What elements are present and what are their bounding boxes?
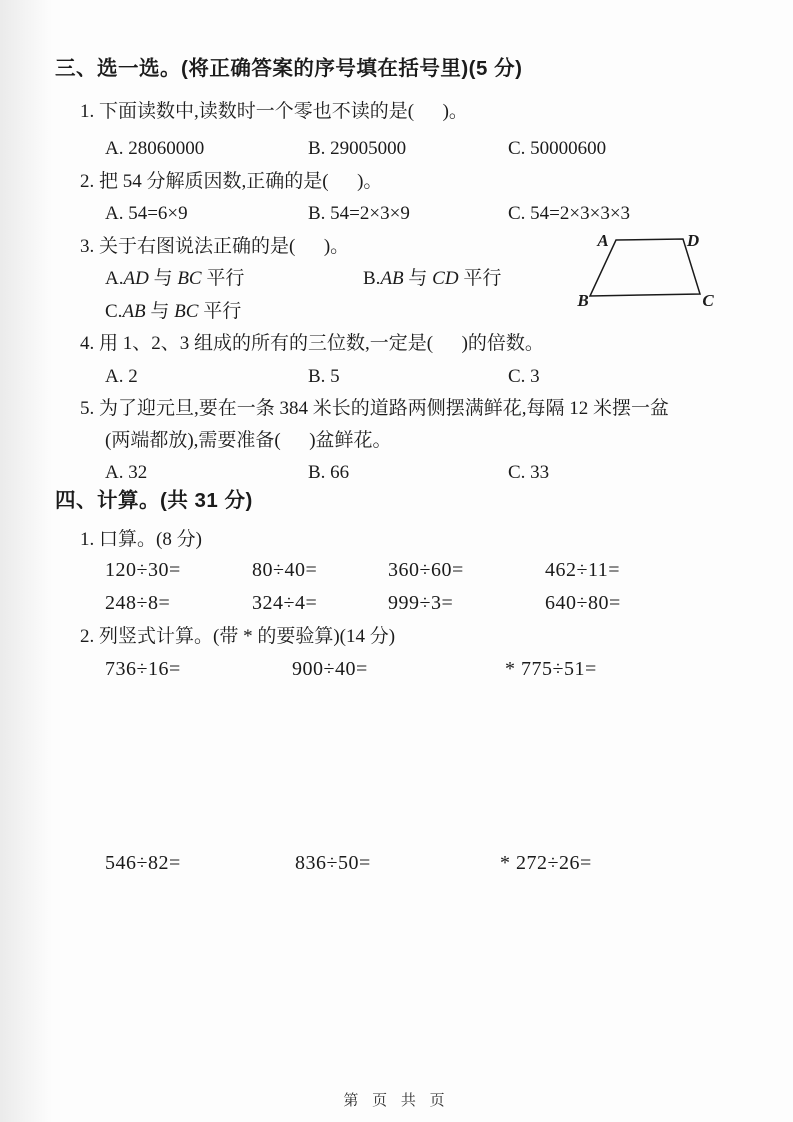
oral-calc-label: 1. 口算。(8 分) xyxy=(80,529,202,550)
section-4-title: 四、计算。(共 31 分) xyxy=(55,489,253,512)
oral-expr-1: 120÷30= xyxy=(105,559,181,581)
vertical-calc-label: 2. 列竖式计算。(带 * 的要验算)(14 分) xyxy=(80,626,396,647)
q1-text: 1. 下面读数中,读数时一个零也不读的是( )。 xyxy=(80,101,468,122)
q5-text-line1: 5. 为了迎元旦,要在一条 384 米长的道路两侧摆满鲜花,每隔 12 米摆一盆 xyxy=(80,398,670,419)
q3-b-term1: AB xyxy=(380,268,404,289)
vertical-calc-row2 xyxy=(105,851,745,876)
q4-text: 4. 用 1、2、3 组成的所有的三位数,一定是( )的倍数。 xyxy=(80,333,544,354)
vertical-calc-row1 xyxy=(105,657,745,682)
vertex-label-c: C xyxy=(702,291,714,310)
vertex-label-a: A xyxy=(597,231,609,250)
q1-option-a: A. 28060000 xyxy=(105,138,205,159)
q2-option-a: A. 54=6×9 xyxy=(105,203,188,224)
q3-text: 3. 关于右图说法正确的是( )。 xyxy=(80,236,350,257)
vertex-label-d: D xyxy=(686,231,700,250)
q1-options xyxy=(105,136,745,161)
oral-expr-3: 360÷60= xyxy=(388,559,464,581)
vertical-expr-5: 836÷50= xyxy=(295,852,371,874)
oral-calc-row2 xyxy=(105,591,765,616)
q2-option-c: C. 54=2×3×3×3 xyxy=(508,203,631,224)
q3-a-term1: AD xyxy=(123,268,149,289)
q3-c-term2: BC xyxy=(174,301,199,322)
oral-expr-8: 640÷80= xyxy=(545,592,621,614)
q3-option-b: B.AB 与 CD 平行 xyxy=(363,268,502,289)
q3-options-row xyxy=(105,266,565,291)
vertex-label-b: B xyxy=(577,291,589,310)
vertical-expr-6: * 272÷26= xyxy=(500,852,592,874)
q1-option-b: B. 29005000 xyxy=(308,138,407,159)
oral-calc-row1 xyxy=(105,558,765,583)
q5-options xyxy=(105,460,745,485)
oral-expr-7: 999÷3= xyxy=(388,592,454,614)
q4-option-c: C. 3 xyxy=(508,366,540,387)
q4-options xyxy=(105,364,745,389)
vertical-expr-3: * 775÷51= xyxy=(505,658,597,680)
q2-text: 2. 把 54 分解质因数,正确的是( )。 xyxy=(80,171,383,192)
q4-option-b: B. 5 xyxy=(308,366,340,387)
q2-option-b: B. 54=2×3×9 xyxy=(308,203,410,224)
q4-option-a: A. 2 xyxy=(105,366,138,387)
q5-text-line2: (两端都放),需要准备( )盆鲜花。 xyxy=(105,430,392,451)
q2-options xyxy=(105,201,765,226)
q5-option-a: A. 32 xyxy=(105,462,148,483)
oral-expr-4: 462÷11= xyxy=(545,559,621,581)
vertical-expr-1: 736÷16= xyxy=(105,658,181,680)
q3-a-term2: BC xyxy=(177,268,202,289)
oral-expr-5: 248÷8= xyxy=(105,592,171,614)
vertical-expr-2: 900÷40= xyxy=(292,658,368,680)
vertical-expr-4: 546÷82= xyxy=(105,852,181,874)
q1-option-c: C. 50000600 xyxy=(508,138,607,159)
section-3-title: 三、选一选。(将正确答案的序号填在括号里)(5 分) xyxy=(55,57,523,80)
q3-option-c: C.AB 与 BC 平行 xyxy=(105,301,242,322)
page-footer: 第 页 共 页 xyxy=(343,1093,450,1109)
q5-option-b: B. 66 xyxy=(308,462,350,483)
q3-option-a: A.AD 与 BC 平行 xyxy=(105,268,245,289)
trapezoid-figure xyxy=(570,225,742,315)
q3-c-term1: AB xyxy=(122,301,146,322)
oral-expr-2: 80÷40= xyxy=(252,559,318,581)
q3-b-term2: CD xyxy=(432,268,459,289)
q5-option-c: C. 33 xyxy=(508,462,550,483)
oral-expr-6: 324÷4= xyxy=(252,592,318,614)
